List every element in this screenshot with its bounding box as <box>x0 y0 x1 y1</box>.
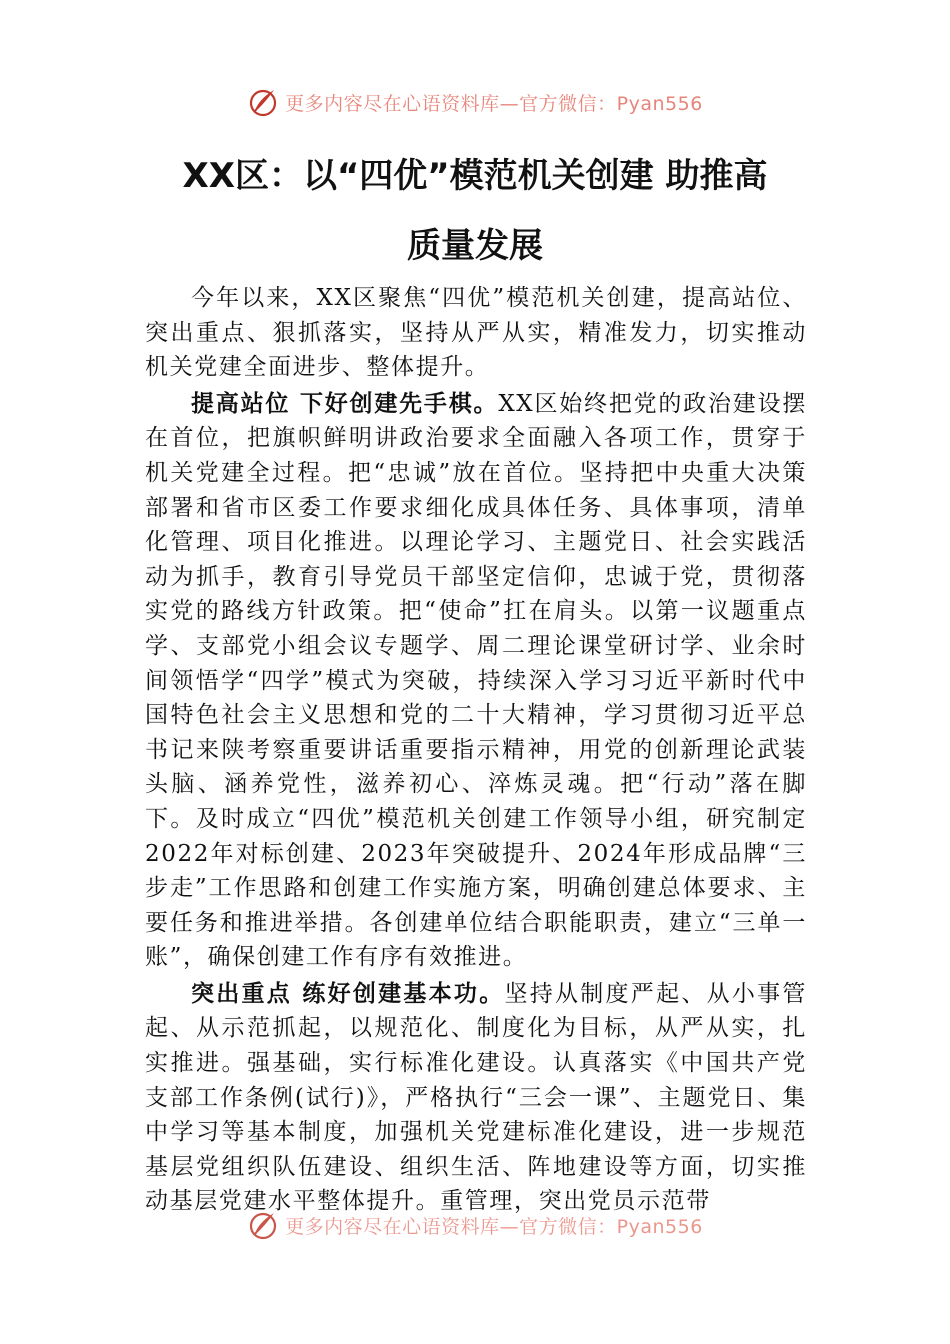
article-body <box>145 281 807 1214</box>
watermark-text: 更多内容尽在心语资料库—官方微信：Pyan556 <box>285 92 703 115</box>
paragraph-intro <box>145 281 807 385</box>
watermark-footer <box>0 1205 950 1245</box>
page-title-line-1: XX区：以“四优”模范机关创建 助推高 <box>182 156 768 196</box>
paragraph-text: XX区始终把党的政治建设摆在首位，把旗帜鲜明讲政治要求全面融入各项工作，贯穿于机关党建全过程。把“忠诚”放在首位。坚持把中央重大决策部署和省市区委工作要求细化成具体任务、具体事项，清单化管理、项目化推进。以理论学习、主题党日、社会实践活动为抓手，教育引导党员干部坚定信仰，忠诚于党，贯彻落实党的路线方针政策。把“使命”扛在肩头。以第一议题重点学、支部党小组会议专题学、周二理论课堂研讨学、业余时间领悟学“四学”模式为突破，持续深入学习习近平新时代中国特色社会主义思想和党的二十大精神，学习贯彻习近平总书记来陕考察重要讲话重要指示精神，用党的创新理论武装头脑、涵养党性，滋养初心、淬炼灵魂。把“行动”落在脚下。及时成立“四优”模范机关创建工作领导小组，研究制定2022年对标创建、2023年突破提升、2024年形成品牌“三步走”工作思路和创建工作实施方案，明确创建总体要求、主要任务和推进举措。各创建单位结合职能职责，建立“三单一账”，确保创建工作有序有效推进。 <box>145 390 807 971</box>
page-title-line-2: 质量发展 <box>407 226 543 266</box>
watermark-text: 更多内容尽在心语资料库—官方微信：Pyan556 <box>285 1215 703 1238</box>
paragraph-lead: 突出重点 练好创建基本功。 <box>191 980 505 1007</box>
quill-logo-icon <box>247 1209 279 1241</box>
paragraph-text: 坚持从制度严起、从小事管起、从示范抓起，以规范化、制度化为目标，从严从实，扎实推进。强基础，实行标准化建设。认真落实《中国共产党支部工作条例(试行)》，严格执行“三会一课”、主题党日、集中学习等基本制度，加强机关党建标准化建设，进一步规范基层党组织队伍建设、组织生活、阵地建设等方面，切实推动基层党建水平整体提升。重管理，突出党员示范带 <box>145 980 807 1214</box>
paragraph-section-1 <box>145 387 807 975</box>
paragraph-section-2 <box>145 977 807 1214</box>
paragraph-lead: 提高站位 下好创建先手棋。 <box>191 390 499 417</box>
paragraph-text: 今年以来，XX区聚焦“四优”模范机关创建，提高站位、突出重点、狠抓落实，坚持从严从实，精准发力，切实推动机关党建全面进步、整体提升。 <box>145 285 807 381</box>
